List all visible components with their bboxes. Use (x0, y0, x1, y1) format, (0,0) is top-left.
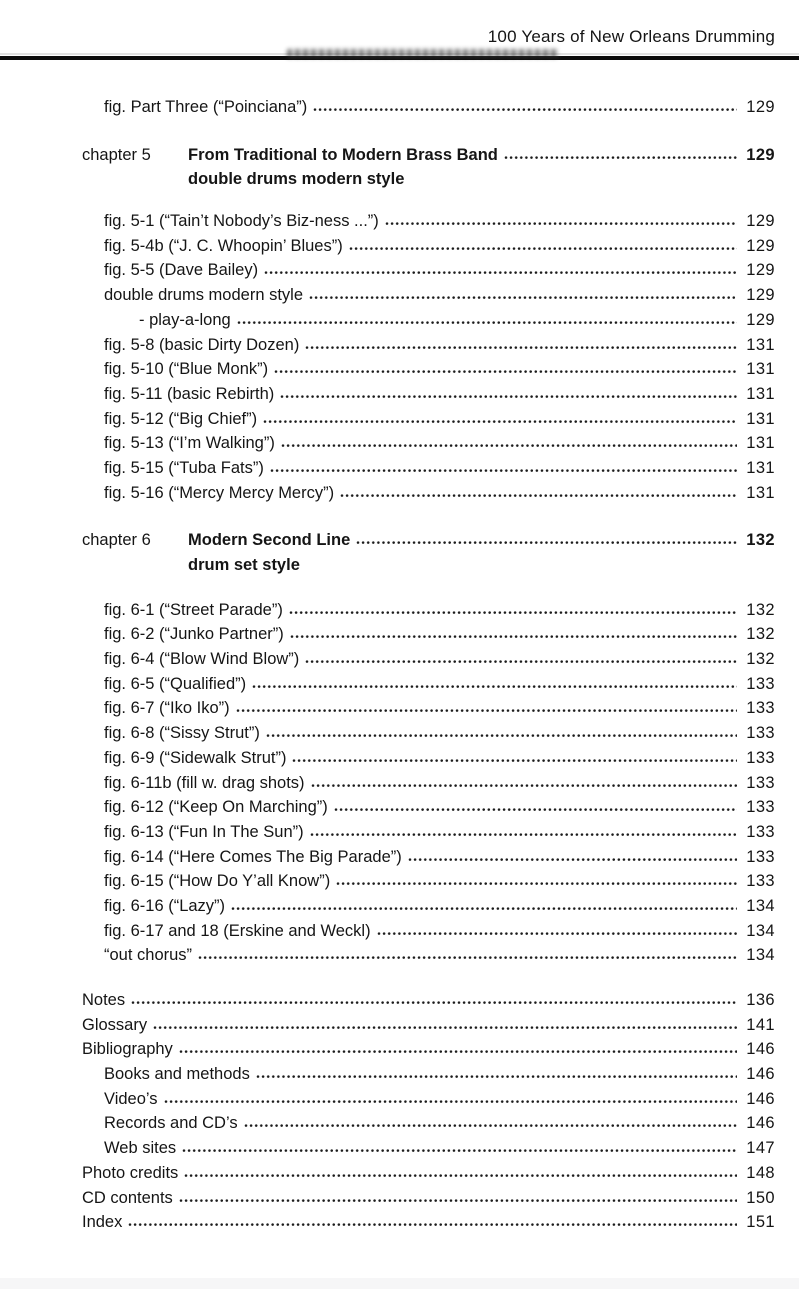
entry-label: fig. 6-15 (“How Do Y’all Know”) (104, 872, 331, 891)
page-number: 131 (746, 483, 775, 502)
page-number: 131 (746, 335, 775, 354)
page-number: 129 (746, 286, 775, 305)
page-number: 132 (746, 650, 775, 669)
dot-leader (270, 468, 737, 473)
toc-entry (82, 647, 775, 672)
toc-entry (82, 258, 775, 283)
entry-label: fig. 5-4b (“J. C. Whoopin’ Blues”) (104, 236, 343, 255)
dot-leader (179, 1049, 737, 1054)
entry-label: fig. 6-9 (“Sidewalk Strut”) (104, 748, 287, 767)
chapter-title: From Traditional to Modern Brass Band (188, 145, 498, 164)
toc-entry (82, 1062, 775, 1087)
dot-leader (356, 540, 737, 545)
entry-label: fig. 6-12 (“Keep On Marching”) (104, 798, 328, 817)
page-number: 133 (746, 773, 775, 792)
entry-label: fig. 6-17 and 18 (Erskine and Weckl) (104, 921, 371, 940)
dot-leader (377, 931, 737, 936)
toc-entry (82, 894, 775, 919)
toc-entry (82, 988, 775, 1013)
toc-entry (82, 771, 775, 796)
page-number: 133 (746, 748, 775, 767)
page-number: 133 (746, 872, 775, 891)
toc-entry (82, 234, 775, 259)
entry-label: fig. 5-16 (“Mercy Mercy Mercy”) (104, 483, 335, 502)
entry-label: CD contents (82, 1188, 173, 1207)
dot-leader (128, 1222, 737, 1227)
dot-leader (182, 1148, 737, 1153)
page-number: 132 (746, 600, 775, 619)
entry-label: fig. 6-5 (“Qualified”) (104, 674, 247, 693)
entry-label: fig. 6-1 (“Street Parade”) (104, 600, 283, 619)
entry-label: fig. 5-10 (“Blue Monk”) (104, 360, 269, 379)
entry-label: Records and CD’s (104, 1114, 238, 1133)
toc-entry (82, 382, 775, 407)
toc-gap (82, 120, 775, 143)
toc-entry (82, 721, 775, 746)
entry-label: fig. 6-4 (“Blow Wind Blow”) (104, 650, 300, 669)
page-number: 133 (746, 798, 775, 817)
dot-leader (274, 369, 737, 374)
page-number: 129 (746, 261, 775, 280)
page-number: 133 (746, 724, 775, 743)
toc-entry (82, 598, 775, 623)
entry-label: fig. 5-1 (“Tain’t Nobody’s Biz-ness ...”) (104, 212, 379, 231)
page-number: 131 (746, 360, 775, 379)
toc-gap (82, 192, 775, 209)
toc-entry (82, 333, 775, 358)
toc-entry (82, 481, 775, 506)
toc-entry (82, 456, 775, 481)
page-number: 131 (746, 409, 775, 428)
entry-label: fig. 5-12 (“Big Chief”) (104, 409, 258, 428)
dot-leader (131, 1000, 737, 1005)
dot-leader (281, 443, 737, 448)
page-number: 146 (746, 1065, 775, 1084)
toc-entry (82, 696, 775, 721)
dot-leader (231, 906, 737, 911)
entry-label: fig. 6-13 (“Fun In The Sun”) (104, 822, 304, 841)
dot-leader (179, 1198, 737, 1203)
dot-leader (313, 107, 737, 112)
page-header-title: 100 Years of New Orleans Drumming (487, 27, 775, 46)
dot-leader (280, 394, 737, 399)
toc-chapter (82, 528, 775, 577)
toc-rows (82, 95, 775, 1235)
toc-entry (82, 357, 775, 382)
dot-leader (164, 1099, 737, 1104)
toc-entry (82, 746, 775, 771)
entry-label: Notes (82, 991, 126, 1009)
toc-gap (82, 505, 775, 528)
page-number: 132 (746, 531, 775, 550)
toc-entry (82, 845, 775, 870)
dot-leader (244, 1123, 737, 1128)
page-number: 129 (746, 98, 775, 116)
page-number: 150 (746, 1188, 775, 1207)
dot-leader (305, 345, 737, 350)
page-number: 129 (746, 310, 775, 329)
toc-entry (82, 95, 775, 120)
entry-label: Books and methods (104, 1065, 250, 1084)
entry-label: Web sites (104, 1139, 177, 1158)
chapter-subtitle: drum set style (188, 556, 300, 574)
dot-leader (264, 270, 737, 275)
toc-entry (82, 407, 775, 432)
table-of-contents (82, 95, 775, 1235)
entry-label: Bibliography (82, 1040, 173, 1059)
entry-label: fig. 6-11b (fill w. drag shots) (104, 773, 305, 792)
page-number: 133 (746, 822, 775, 841)
page-number: 133 (746, 674, 775, 693)
page-number: 147 (746, 1139, 775, 1158)
entry-label: fig. 6-8 (“Sissy Strut”) (104, 724, 260, 743)
dot-leader (336, 881, 737, 886)
page-number: 131 (746, 434, 775, 453)
dot-leader (198, 955, 737, 960)
dot-leader (252, 684, 737, 689)
toc-chapter (82, 143, 775, 192)
page-number: 133 (746, 699, 775, 718)
page-number: 148 (746, 1163, 775, 1182)
dot-leader (311, 783, 737, 788)
page-number: 131 (746, 458, 775, 477)
entry-label: double drums modern style (104, 286, 304, 305)
dot-leader (237, 320, 737, 325)
entry-label: fig. 6-7 (“Iko Iko”) (104, 699, 230, 718)
page-bottom-edge (0, 1278, 799, 1289)
entry-label: fig. 5-15 (“Tuba Fats”) (104, 458, 264, 477)
toc-entry (82, 795, 775, 820)
chapter-number: chapter 6 (82, 531, 151, 550)
dot-leader (309, 295, 737, 300)
page-number: 136 (746, 991, 775, 1009)
dot-leader (340, 493, 737, 498)
toc-entry (82, 1136, 775, 1161)
dot-leader (504, 155, 737, 160)
entry-label: fig. 6-2 (“Junko Partner”) (104, 625, 284, 644)
dot-leader (385, 221, 737, 226)
chapter-subtitle: double drums modern style (188, 170, 405, 189)
dot-leader (289, 610, 737, 615)
toc-entry (82, 622, 775, 647)
toc-entry (82, 1161, 775, 1186)
entry-label: “out chorus” (104, 946, 193, 965)
toc-entry (82, 1111, 775, 1136)
page-number: 146 (746, 1089, 775, 1108)
toc-entry (82, 1210, 775, 1235)
entry-label: fig. 5-5 (Dave Bailey) (104, 261, 259, 280)
entry-label: fig. 5-13 (“I’m Walking”) (104, 434, 275, 453)
dot-leader (290, 634, 737, 639)
dot-leader (236, 708, 737, 713)
page-number: 132 (746, 625, 775, 644)
page-number: 129 (746, 236, 775, 255)
entry-label: fig. 5-11 (basic Rebirth) (104, 384, 275, 403)
page-number: 141 (746, 1015, 775, 1034)
dot-leader (334, 807, 737, 812)
dot-leader (184, 1173, 737, 1178)
dot-leader (256, 1074, 737, 1079)
toc-entry (82, 1037, 775, 1062)
chapter-number: chapter 5 (82, 145, 151, 164)
toc-entry (82, 283, 775, 308)
toc-entry (82, 1013, 775, 1038)
entry-label: Glossary (82, 1015, 148, 1034)
page-number: 129 (746, 145, 775, 164)
entry-label: - play-a-long (139, 310, 231, 329)
dot-leader (153, 1025, 737, 1030)
entry-label: Video’s (104, 1089, 158, 1108)
toc-entry (82, 869, 775, 894)
entry-label: Index (82, 1213, 123, 1232)
toc-entry (82, 431, 775, 456)
toc-entry (82, 672, 775, 697)
page-number: 134 (746, 921, 775, 940)
dot-leader (305, 659, 737, 664)
dot-leader (292, 758, 737, 763)
toc-gap (82, 578, 775, 598)
page-number: 146 (746, 1114, 775, 1133)
entry-label: fig. 6-14 (“Here Comes The Big Parade”) (104, 847, 402, 866)
page-number: 134 (746, 946, 775, 965)
entry-label: fig. 5-8 (basic Dirty Dozen) (104, 335, 300, 354)
toc-entry (82, 209, 775, 234)
entry-label: Photo credits (82, 1163, 179, 1182)
page-number: 133 (746, 847, 775, 866)
page-number: 129 (746, 212, 775, 231)
dot-leader (349, 246, 737, 251)
toc-entry (82, 1186, 775, 1211)
toc-entry (82, 919, 775, 944)
page-number: 134 (746, 896, 775, 915)
page-number: 131 (746, 384, 775, 403)
toc-gap (82, 968, 775, 988)
dot-leader (310, 832, 737, 837)
dot-leader (266, 733, 737, 738)
toc-entry (82, 1087, 775, 1112)
dot-leader (263, 419, 737, 424)
entry-label: fig. Part Three (“Poinciana”) (104, 98, 308, 116)
page-number: 146 (746, 1040, 775, 1059)
chapter-title: Modern Second Line (188, 531, 351, 550)
entry-label: fig. 6-16 (“Lazy”) (104, 896, 226, 915)
bleedthrough-smudge (287, 49, 559, 58)
dot-leader (408, 857, 737, 862)
toc-entry (82, 308, 775, 333)
toc-entry (82, 943, 775, 968)
toc-entry (82, 820, 775, 845)
page-number: 151 (746, 1213, 775, 1232)
